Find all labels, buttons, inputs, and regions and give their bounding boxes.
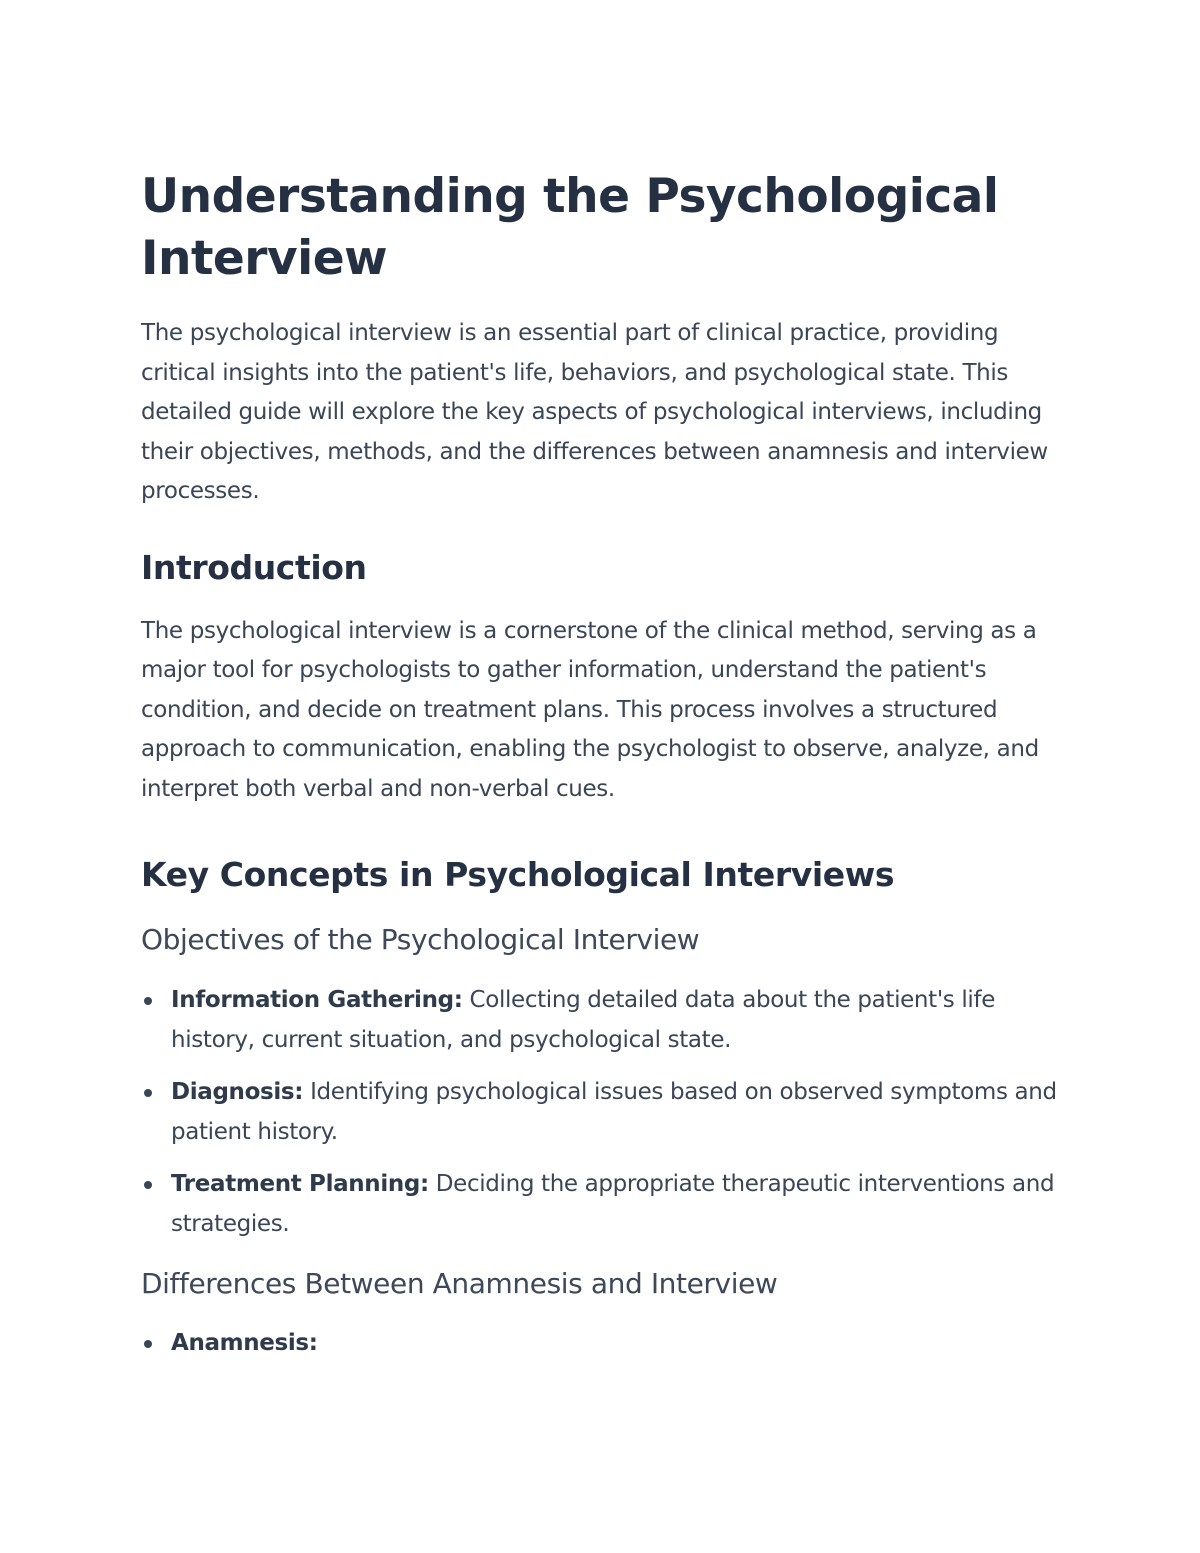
list-item-term: Diagnosis: bbox=[171, 1079, 304, 1105]
document-page bbox=[141, 166, 1071, 1364]
list-item bbox=[141, 981, 1071, 1060]
list-item-term: Treatment Planning: bbox=[171, 1171, 429, 1197]
list-item bbox=[141, 1073, 1071, 1152]
section-heading-introduction: Introduction bbox=[141, 547, 367, 587]
list-item bbox=[141, 1165, 1071, 1244]
subsection-heading-differences: Differences Between Anamnesis and Interview bbox=[141, 1267, 778, 1300]
document-title: Understanding the Psychological Interview bbox=[141, 169, 999, 286]
bullet-icon bbox=[144, 1181, 152, 1189]
bullet-icon bbox=[144, 997, 152, 1005]
bullet-icon bbox=[144, 1089, 152, 1097]
subsection-heading-objectives: Objectives of the Psychological Interview bbox=[141, 923, 700, 956]
list-item-text: Collecting detailed data about the patient's life history, current situation, and psychological state. bbox=[171, 987, 996, 1053]
list-item-text: Identifying psychological issues based on observed symptoms and patient history. bbox=[171, 1079, 1057, 1145]
list-item-term: Information Gathering: bbox=[171, 987, 463, 1013]
list-item-term: Anamnesis: bbox=[171, 1330, 318, 1356]
list-item bbox=[141, 1324, 1071, 1364]
objectives-list bbox=[141, 981, 1071, 1244]
differences-list bbox=[141, 1324, 1071, 1364]
section-heading-key-concepts: Key Concepts in Psychological Interviews bbox=[141, 855, 895, 894]
list-item-text: Deciding the appropriate therapeutic interventions and strategies. bbox=[171, 1171, 1055, 1237]
introduction-paragraph: The psychological interview is a cornerstone of the clinical method, serving as a major tool for psychologists to gather information, understand the patient's condition, and decide on treatment plans. This process involves a structured approach to communication, enabling the psychologist to observe, analyze, and interpret both verbal and non-verbal cues. bbox=[141, 617, 1039, 802]
bullet-icon bbox=[144, 1340, 152, 1348]
intro-paragraph: The psychological interview is an essential part of clinical practice, providing critical insights into the patient's life, behaviors, and psychological state. This detailed guide will explore the key aspects of psychological interviews, including their objectives, methods, and the differences between anamnesis and interview processes. bbox=[141, 320, 1048, 504]
